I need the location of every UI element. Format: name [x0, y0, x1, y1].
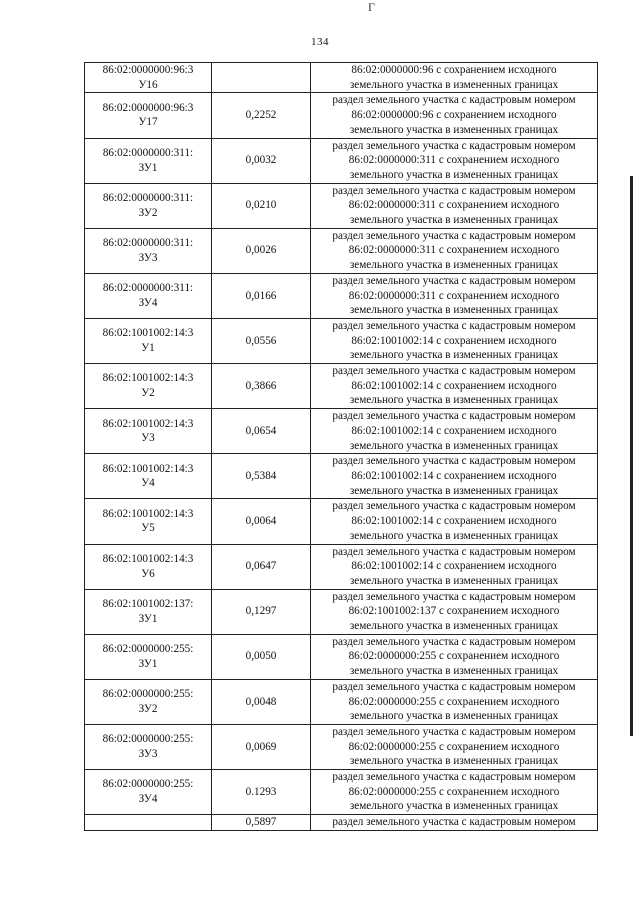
area-cell: 0,1297 [212, 589, 311, 634]
table-row [85, 454, 598, 499]
table-row [85, 318, 598, 363]
description-line: земельного участка в измененных границах [349, 168, 559, 181]
parcel-id-line2: ЗУ1 [138, 161, 158, 174]
parcel-id-cell [85, 815, 212, 831]
description-line: 86:02:0000000:255 с сохранением исходного [348, 650, 560, 663]
description-line: земельного участка в измененных границах [349, 665, 559, 678]
area-cell: 0,0064 [212, 499, 311, 544]
description-cell [311, 228, 598, 273]
parcel-id-line2: У6 [141, 567, 155, 580]
area-cell: 0,0032 [212, 138, 311, 183]
description-line: 86:02:0000000:311 с сохранением исходного [348, 244, 560, 257]
parcel-id-cell [85, 634, 212, 679]
parcel-id-line1: 86:02:1001002:14:3 [102, 462, 194, 475]
description-line: земельного участка в измененных границах [349, 439, 559, 452]
area-cell: 0,3866 [212, 364, 311, 409]
description-cell [311, 724, 598, 769]
description-line: 86:02:0000000:311 с сохранением исходного [348, 199, 560, 212]
area-cell: 0,0556 [212, 318, 311, 363]
parcel-id-line1: 86:02:0000000:311: [102, 191, 194, 204]
description-line: земельного участка в измененных границах [349, 710, 559, 723]
description-line: раздел земельного участка с кадастровым номером [332, 139, 576, 152]
description-cell [311, 364, 598, 409]
description-line: раздел земельного участка с кадастровым номером [332, 184, 576, 197]
parcel-id-line1: 86:02:0000000:255: [102, 778, 194, 791]
parcel-id-cell [85, 770, 212, 815]
parcel-id-cell [85, 544, 212, 589]
description-line: земельного участка в измененных границах [349, 755, 559, 768]
description-line: 86:02:1001002:14 с сохранением исходного [351, 424, 557, 437]
table-row [85, 770, 598, 815]
description-cell [311, 183, 598, 228]
description-line: земельного участка в измененных границах [349, 78, 559, 91]
description-line: 86:02:0000000:255 с сохранением исходного [348, 695, 560, 708]
description-cell [311, 273, 598, 318]
table-row [85, 544, 598, 589]
table-row [85, 138, 598, 183]
description-cell [311, 634, 598, 679]
area-cell [212, 63, 311, 93]
description-line: раздел земельного участка с кадастровым номером [332, 771, 576, 784]
description-line: раздел земельного участка с кадастровым номером [332, 545, 576, 558]
parcel-id-cell [85, 93, 212, 138]
description-line: раздел земельного участка с кадастровым номером [332, 816, 576, 829]
parcel-id-cell [85, 183, 212, 228]
parcel-id-line2: У2 [141, 387, 155, 400]
parcel-id-cell [85, 454, 212, 499]
parcel-id-line2: У17 [138, 116, 158, 129]
parcel-id-cell [85, 138, 212, 183]
description-line: 86:02:1001002:14 с сохранением исходного [351, 515, 557, 528]
area-cell: 0,0026 [212, 228, 311, 273]
scan-top-mark: Г [368, 0, 375, 14]
table-row [85, 364, 598, 409]
parcel-id-line2: ЗУ3 [138, 747, 158, 760]
parcel-id-line1: 86:02:1001002:14:3 [102, 372, 194, 385]
area-cell: 0,2252 [212, 93, 311, 138]
description-line: раздел земельного участка с кадастровым номером [332, 319, 576, 332]
description-cell [311, 63, 598, 93]
parcel-id-line1: 86:02:1001002:14:3 [102, 507, 194, 520]
table-row [85, 815, 598, 831]
table-row [85, 273, 598, 318]
description-line: 86:02:0000000:255 с сохранением исходного [348, 740, 560, 753]
description-cell [311, 679, 598, 724]
parcel-id-line2: ЗУ2 [138, 206, 158, 219]
parcel-id-line2: У1 [141, 342, 155, 354]
area-cell: 0.1293 [212, 770, 311, 815]
description-line: 86:02:0000000:311 с сохранением исходного [348, 289, 560, 302]
description-line: раздел земельного участка с кадастровым номером [332, 94, 576, 107]
parcel-id-line2: У4 [141, 477, 155, 490]
parcel-id-cell [85, 589, 212, 634]
area-cell: 0,0069 [212, 724, 311, 769]
parcel-id-line1: 86:02:0000000:311: [102, 237, 194, 250]
area-cell: 0,0654 [212, 409, 311, 454]
parcel-id-cell [85, 679, 212, 724]
parcel-id-line1: 86:02:0000000:255: [102, 688, 194, 701]
description-cell [311, 93, 598, 138]
parcel-id-line1: 86:02:0000000:255: [102, 643, 194, 656]
description-line: 86:02:0000000:255 с сохранением исходного [348, 785, 560, 798]
description-cell [311, 544, 598, 589]
parcel-id-line1: 86:02:0000000:311: [102, 146, 194, 159]
description-cell [311, 770, 598, 815]
description-line: земельного участка в измененных границах [349, 800, 559, 813]
table-row [85, 183, 598, 228]
description-cell [311, 409, 598, 454]
parcel-id-line2: ЗУ4 [138, 296, 158, 309]
description-line: земельного участка в измененных границах [349, 259, 559, 272]
table-row [85, 63, 598, 93]
parcel-id-line1: 86:02:0000000:255: [102, 733, 194, 746]
parcel-id-line1: 86:02:1001002:14:3 [102, 327, 194, 340]
parcel-id-line2: ЗУ4 [138, 793, 158, 806]
description-cell [311, 454, 598, 499]
area-cell: 0,5897 [212, 815, 311, 831]
table-row [85, 589, 598, 634]
table-row [85, 409, 598, 454]
description-line: земельного участка в измененных границах [349, 574, 559, 587]
scan-edge-bar [630, 176, 633, 736]
page-number: 134 [311, 36, 329, 48]
table-row [85, 228, 598, 273]
parcel-id-line2: У16 [138, 78, 158, 91]
description-line: раздел земельного участка с кадастровым номером [332, 410, 576, 423]
description-line: 86:02:1001002:14 с сохранением исходного [351, 560, 557, 573]
description-line: раздел земельного участка с кадастровым номером [332, 635, 576, 648]
parcel-id-line2: ЗУ2 [138, 702, 158, 715]
area-cell: 0,5384 [212, 454, 311, 499]
parcel-id-line1: 86:02:1001002:14:3 [102, 417, 194, 430]
parcel-id-line1: 86:02:0000000:96:3 [102, 101, 194, 114]
description-line: раздел земельного участка с кадастровым номером [332, 680, 576, 693]
description-line: земельного участка в измененных границах [349, 529, 559, 542]
description-line: 86:02:0000000:311 с сохранением исходного [348, 154, 560, 167]
parcel-id-cell [85, 724, 212, 769]
parcel-id-line2: У5 [141, 522, 155, 535]
description-line: раздел земельного участка с кадастровым номером [332, 274, 576, 287]
description-line: земельного участка в измененных границах [349, 484, 559, 497]
area-cell: 0,0050 [212, 634, 311, 679]
parcel-id-line1: 86:02:1001002:14:3 [102, 552, 194, 565]
description-line: раздел земельного участка с кадастровым номером [332, 500, 576, 513]
parcel-id-cell [85, 63, 212, 93]
parcel-id-line2: ЗУ1 [138, 657, 158, 670]
description-line: 86:02:0000000:96 с сохранением исходного [351, 109, 557, 122]
description-line: 86:02:0000000:96 с сохранением исходного [351, 64, 557, 76]
description-line: земельного участка в измененных границах [349, 123, 559, 136]
area-cell: 0,0048 [212, 679, 311, 724]
table-row [85, 93, 598, 138]
description-line: раздел земельного участка с кадастровым номером [332, 455, 576, 468]
description-line: раздел земельного участка с кадастровым номером [332, 229, 576, 242]
parcel-table [84, 62, 598, 831]
description-line: земельного участка в измененных границах [349, 394, 559, 407]
parcel-id-cell [85, 499, 212, 544]
description-line: раздел земельного участка с кадастровым номером [332, 590, 576, 603]
parcel-id-line1: 86:02:0000000:96:3 [102, 64, 194, 76]
description-line: 86:02:1001002:137 с сохранением исходного [348, 605, 560, 618]
parcel-id-line2: ЗУ3 [138, 251, 158, 264]
parcel-id-line1: 86:02:0000000:311: [102, 282, 194, 295]
description-line: земельного участка в измененных границах [349, 304, 559, 317]
description-cell [311, 499, 598, 544]
description-line: земельного участка в измененных границах [349, 214, 559, 227]
description-cell [311, 815, 598, 831]
description-cell [311, 138, 598, 183]
area-cell: 0,0166 [212, 273, 311, 318]
table-row [85, 679, 598, 724]
table-row [85, 499, 598, 544]
description-line: 86:02:1001002:14 с сохранением исходного [351, 379, 557, 392]
description-line: земельного участка в измененных границах [349, 620, 559, 633]
parcel-id-line2: ЗУ1 [138, 612, 158, 625]
description-line: 86:02:1001002:14 с сохранением исходного [351, 469, 557, 482]
parcel-id-cell [85, 228, 212, 273]
parcel-id-cell [85, 409, 212, 454]
parcel-id-cell [85, 273, 212, 318]
area-cell: 0,0647 [212, 544, 311, 589]
parcel-id-line1: 86:02:1001002:137: [102, 597, 194, 610]
description-line: 86:02:1001002:14 с сохранением исходного [351, 334, 557, 347]
table-row [85, 724, 598, 769]
area-cell: 0,0210 [212, 183, 311, 228]
description-line: раздел земельного участка с кадастровым номером [332, 365, 576, 378]
description-line: раздел земельного участка с кадастровым номером [332, 725, 576, 738]
description-line: земельного участка в измененных границах [349, 349, 559, 362]
parcel-id-line2: У3 [141, 432, 155, 445]
table-row [85, 634, 598, 679]
parcel-id-cell [85, 364, 212, 409]
description-cell [311, 589, 598, 634]
description-cell [311, 318, 598, 363]
parcel-id-cell [85, 318, 212, 363]
